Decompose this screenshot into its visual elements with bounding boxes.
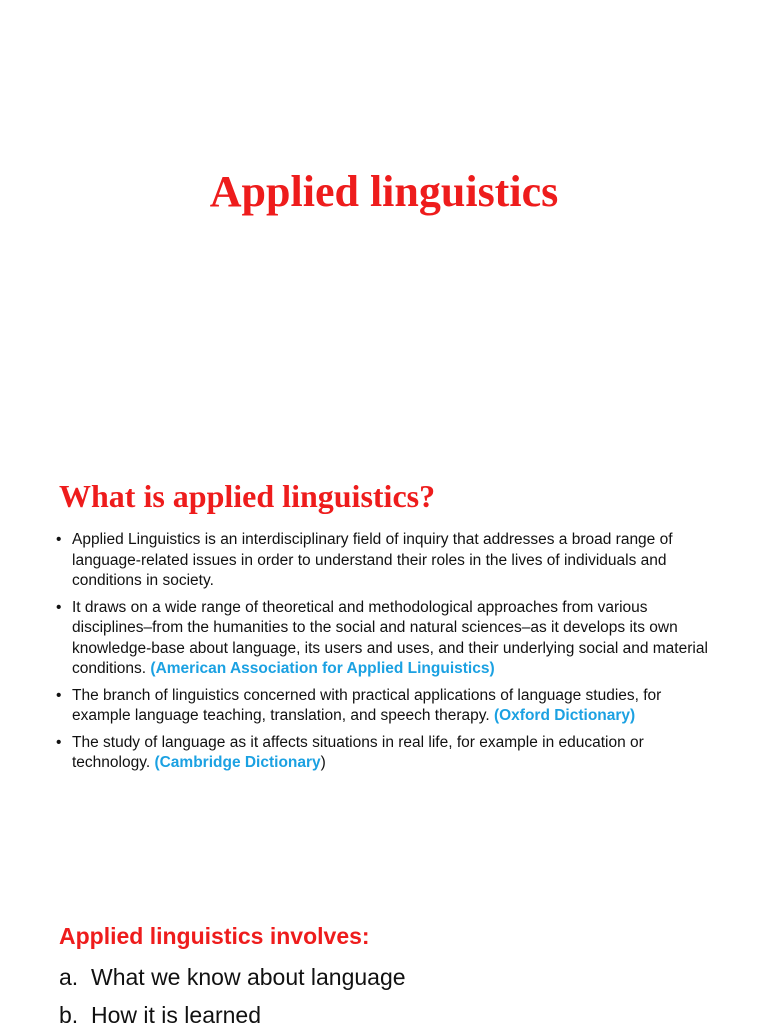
bullet-item bbox=[56, 686, 716, 727]
bullet-dot-icon: • bbox=[56, 531, 62, 548]
list-marker: b. bbox=[59, 1002, 79, 1024]
bullet-dot-icon: • bbox=[56, 598, 62, 616]
bullet-text: The branch of linguistics concerned with practical applications of language studies, for example language teaching, translation, and speech therapy. bbox=[72, 686, 662, 724]
bullet-dot-icon: • bbox=[56, 686, 62, 704]
definition-heading: What is applied linguistics? bbox=[59, 478, 436, 514]
definition-bullet-list bbox=[56, 530, 716, 780]
bullet-text: Applied Linguistics is an interdisciplinary field of inquiry that addresses a broad range of language-related issues in order to understand their roles in the lives of individuals and conditions in society. bbox=[72, 531, 673, 589]
bullet-text: The study of language as it affects situations in real life, for example in education or technology. bbox=[72, 733, 644, 771]
list-item-text: How it is learned bbox=[91, 1002, 262, 1024]
involves-heading: Applied linguistics involves: bbox=[59, 923, 370, 949]
bullet-citation: (American Association for Applied Linguistics) bbox=[150, 660, 495, 677]
bullet-item bbox=[56, 530, 716, 592]
bullet-citation: (Cambridge Dictionary bbox=[154, 754, 321, 771]
list-item bbox=[59, 958, 406, 996]
bullet-text: It draws on a wide range of theoretical and methodological approaches from various disciplines–from the humanities to the social and natural sciences–as it develops its own knowledge-base about language, its users and uses, and their underlying social and material conditions. bbox=[72, 598, 708, 677]
list-item bbox=[59, 996, 406, 1024]
bullet-item bbox=[56, 733, 716, 774]
bullet-citation: (Oxford Dictionary) bbox=[493, 707, 636, 724]
list-item-text: What we know about language bbox=[91, 964, 406, 990]
slide-title: Applied linguistics bbox=[209, 167, 559, 216]
bullet-item bbox=[56, 598, 716, 680]
bullet-trailing: ) bbox=[320, 754, 326, 771]
involves-list bbox=[59, 958, 406, 1024]
list-marker: a. bbox=[59, 964, 79, 990]
bullet-dot-icon: • bbox=[56, 733, 62, 751]
